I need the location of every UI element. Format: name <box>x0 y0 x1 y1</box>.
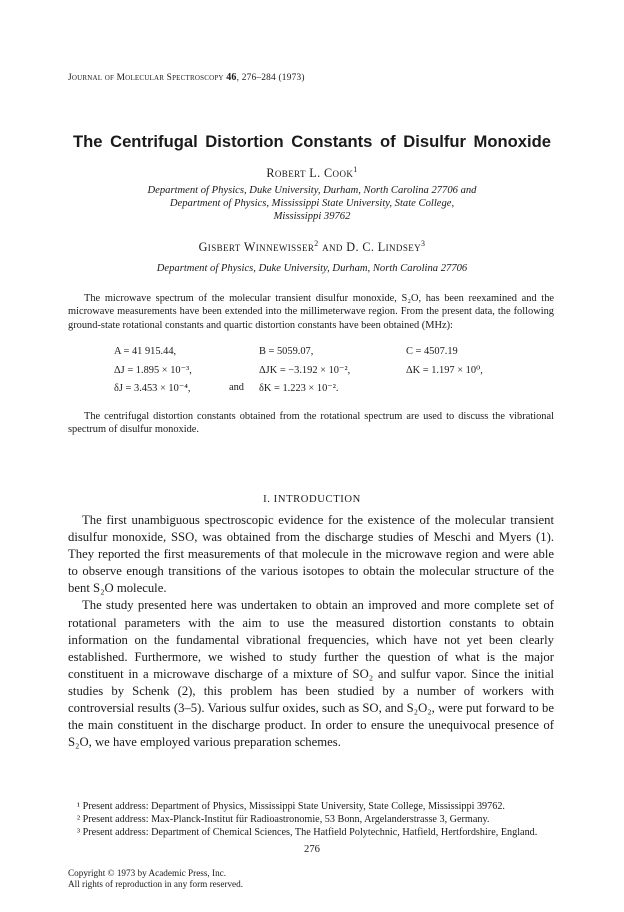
affiliation-2: Department of Physics, Duke University, Durham, North Carolina 27706 <box>156 263 468 274</box>
footnote-3: ³ Present address: Department of Chemical Sciences, The Hatfield Polytechnic, Hatfield, Hertfordshire, England. <box>77 827 538 838</box>
author-line-2 <box>0 240 624 255</box>
author-cook: Robert L. Cook <box>266 166 354 180</box>
journal-pages-year: , 276–284 (1973) <box>236 73 305 83</box>
author-cook-footnote-mark: 1 <box>353 164 358 174</box>
journal-header <box>68 72 305 83</box>
affiliation-1 <box>0 184 624 224</box>
constant-A: A = 41 915.44, <box>114 346 177 357</box>
body-paragraph-1: The first unambiguous spectroscopic evidence for the existence of the molecular transient disulfur monoxide, SSO, was obtained from the discharge studies of Meschi and Myers (1). They reported the first measurements of that molecule in the microwave region and were able to observe enough transitions of the various isotopes to obtain the molecular structure of the bent S₂O molecule. <box>68 513 554 596</box>
footnotes <box>68 800 554 839</box>
author-joiner: and <box>318 240 347 254</box>
constant-C: C = 4507.19 <box>406 346 458 357</box>
abstract-paragraph-1: The microwave spectrum of the molecular transient disulfur monoxide, S₂O, has been reexamined and the microwave measurements have been extended into the millimeterwave region. From the present data, the following ground-state rotational constants and quartic distortion constants have been obtained (MHz): <box>68 293 554 331</box>
copyright-notice <box>68 868 243 891</box>
author-winnewisser-footnote-mark: 2 <box>314 238 319 248</box>
author-line-1 <box>0 166 624 181</box>
constant-small-delta-K: δK = 1.223 × 10⁻². <box>259 383 339 394</box>
affiliation-1-line-2: Department of Physics, Mississippi State University, State College, <box>169 198 455 210</box>
constant-delta-K: ΔK = 1.197 × 10⁰, <box>406 365 483 376</box>
constant-delta-JK: ΔJK = −3.192 × 10⁻², <box>259 365 351 376</box>
author-lindsey-footnote-mark: 3 <box>421 238 426 248</box>
article-title: The Centrifugal Distortion Constants of Disulfur Monoxide <box>72 132 551 151</box>
section-heading-introduction: I. INTRODUCTION <box>263 494 361 505</box>
page-number: 276 <box>304 844 320 855</box>
journal-volume: 46 <box>226 72 237 83</box>
constant-small-delta-J: δJ = 3.453 × 10⁻⁴, <box>114 383 191 394</box>
introduction-body <box>68 512 554 751</box>
constant-delta-J: ΔJ = 1.895 × 10⁻³, <box>114 365 192 376</box>
footnote-1: ¹ Present address: Department of Physics, Mississippi State University, State College, Mississippi 39762. <box>77 801 505 812</box>
author-lindsey: D. C. Lindsey <box>346 240 422 254</box>
journal-name: Journal of Molecular Spectroscopy <box>68 73 224 83</box>
constants-and-word: and <box>229 382 245 393</box>
affiliation-1-line-1: Department of Physics, Duke University, Durham, North Carolina 27706 and <box>147 185 477 196</box>
abstract-paragraph-2: The centrifugal distortion constants obtained from the rotational spectrum are used to discuss the vibrational spectrum of disulfur monoxide. <box>68 411 554 436</box>
body-paragraph-2: The study presented here was undertaken to obtain an improved and more complete set of rotational parameters with the aim to use the measured distortion constants to obtain information on the fundamental vibrational frequencies, which have not yet been clearly established. Furthermore, we wished to study further the question of what is the major constituent in a microwave discharge of a mixture of SO₂ and sulfur vapor. Since the initial studies by Schenk (2), this problem has been studied by a number of workers with controversial results (3–5). Various sulfur oxides, such as SO, and S₂O₂, were put forward to be the main constituent in the discharge product. In order to ensure the unequivocal presence of S₂O, we have employed various preparation schemes. <box>68 598 554 750</box>
author-winnewisser: Gisbert Winnewisser <box>198 240 315 254</box>
constant-B: B = 5059.07, <box>259 346 314 357</box>
copyright-line-2: All rights of reproduction in any form reserved. <box>68 879 244 890</box>
footnote-2: ² Present address: Max-Planck-Institut für Radioastronomie, 53 Bonn, Argelanderstrasse 3, Germany. <box>77 814 490 825</box>
affiliation-1-line-3: Mississippi 39762 <box>273 211 351 223</box>
copyright-line-1: Copyright © 1973 by Academic Press, Inc. <box>68 868 227 878</box>
